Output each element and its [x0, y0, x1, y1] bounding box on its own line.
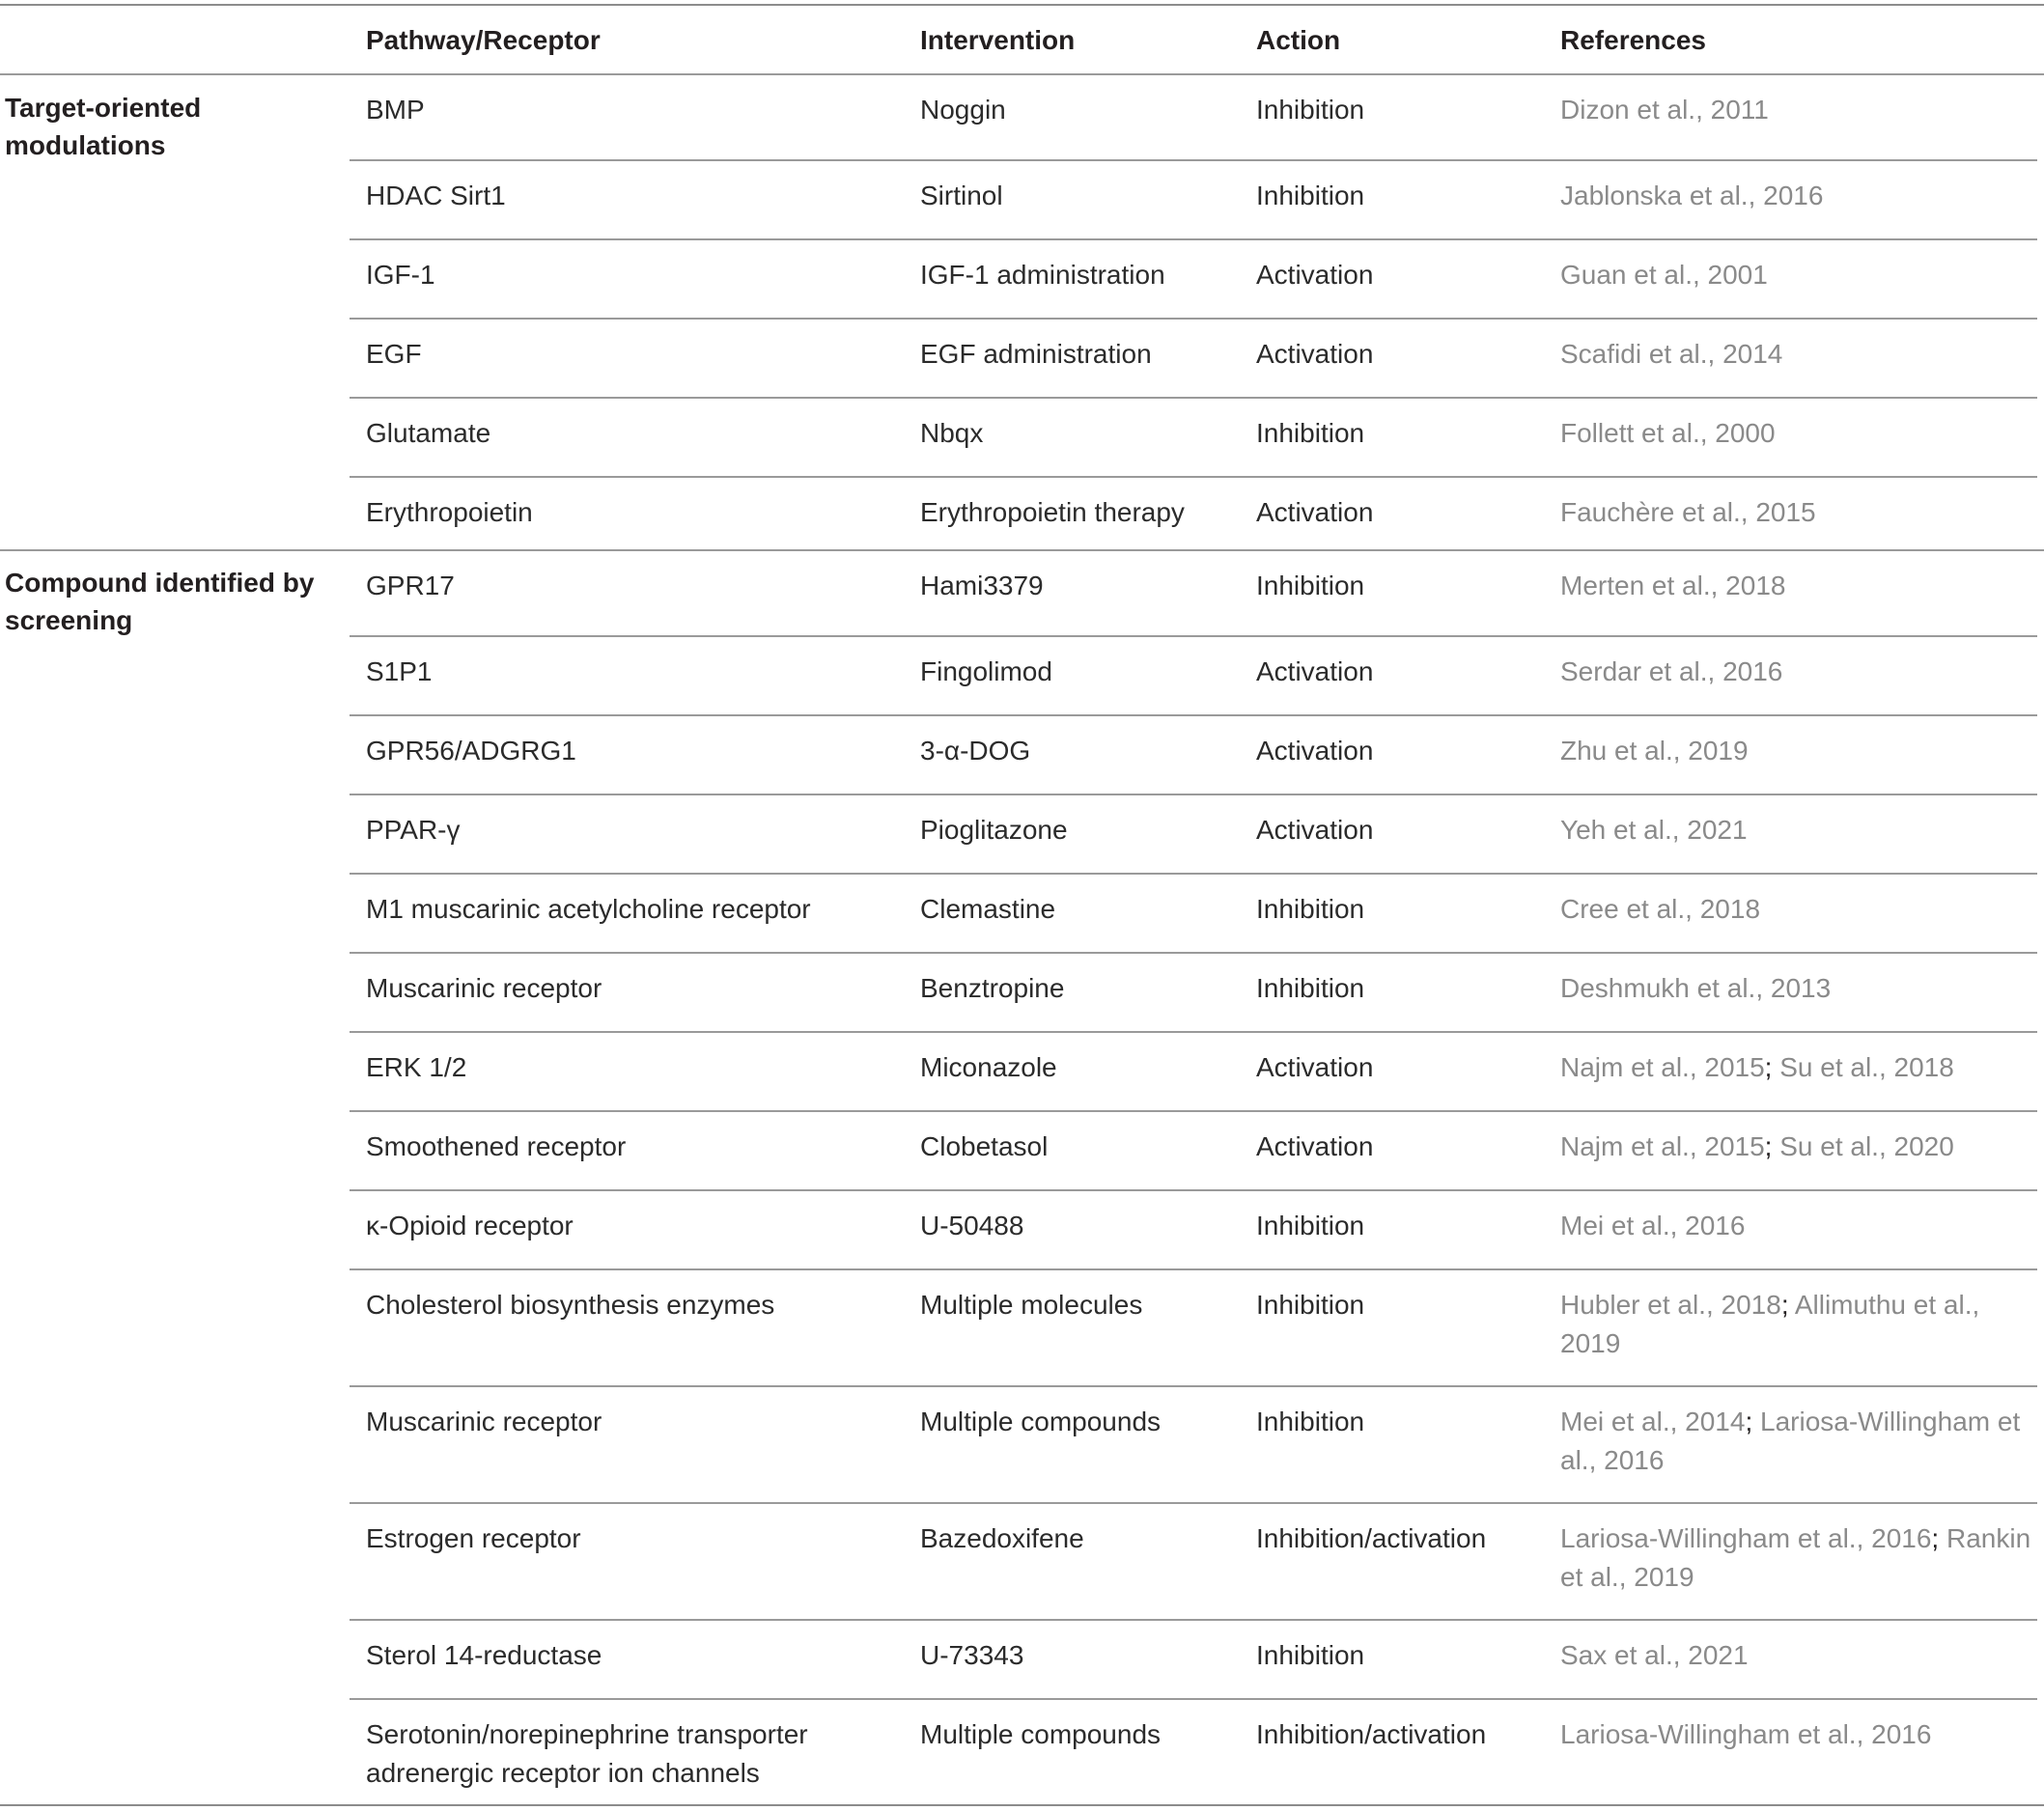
cell-pathway: Glutamate [366, 418, 491, 448]
table-row [350, 1033, 2037, 1112]
cell-pathway: κ-Opioid receptor [366, 1211, 574, 1240]
cell-intervention: Multiple molecules [920, 1290, 1143, 1320]
reference-link[interactable]: Merten et al., 2018 [1560, 571, 1786, 600]
cell-pathway: Smoothened receptor [366, 1131, 627, 1161]
table-row [350, 716, 2037, 795]
cell-action: Inhibition [1256, 1407, 1365, 1436]
cell-references [1560, 493, 2043, 532]
group-label: Compound identified by screening [5, 568, 315, 635]
cell-intervention: Erythropoietin therapy [920, 497, 1185, 527]
reference-link[interactable]: Najm et al., 2015 [1560, 1052, 1765, 1082]
cell-pathway: S1P1 [366, 656, 433, 686]
reference-link[interactable]: Deshmukh et al., 2013 [1560, 973, 1832, 1003]
cell-pathway: Serotonin/norepinephrine transporter adrenergic receptor ion channels [366, 1719, 808, 1788]
cell-pathway: Sterol 14-reductase [366, 1640, 602, 1670]
cell-intervention: Hami3379 [920, 571, 1044, 600]
reference-link[interactable]: Hubler et al., 2018 [1560, 1290, 1781, 1320]
group-label: Target-oriented modulations [5, 93, 202, 160]
table-row [350, 161, 2037, 240]
reference-link[interactable]: Lariosa-Willingham et al., 2016 [1560, 1523, 1932, 1553]
header-intervention: Intervention [920, 25, 1076, 55]
cell-references [1560, 1636, 2043, 1675]
cell-action: Inhibition [1256, 95, 1365, 125]
cell-intervention: 3-α-DOG [920, 736, 1031, 766]
table-row [350, 1621, 2037, 1700]
cell-action: Activation [1256, 339, 1374, 369]
cell-references [1560, 732, 2043, 770]
cell-action: Activation [1256, 1131, 1374, 1161]
reference-link[interactable]: Lariosa-Willingham et al., 2016 [1560, 1407, 2021, 1475]
cell-intervention: Nbqx [920, 418, 984, 448]
reference-link[interactable]: Lariosa-Willingham et al., 2016 [1560, 1719, 1932, 1749]
cell-action: Inhibition [1256, 894, 1365, 924]
cell-action: Inhibition [1256, 571, 1365, 600]
cell-intervention: Sirtinol [920, 181, 1003, 210]
cell-intervention: Noggin [920, 95, 1006, 125]
reference-link[interactable]: Follett et al., 2000 [1560, 418, 1776, 448]
reference-link[interactable]: Scafidi et al., 2014 [1560, 339, 1783, 369]
table-row [350, 1504, 2037, 1621]
cell-pathway: PPAR-γ [366, 815, 461, 845]
cell-intervention: Fingolimod [920, 656, 1052, 686]
cell-action: Inhibition [1256, 973, 1365, 1003]
cell-action: Activation [1256, 260, 1374, 290]
cell-pathway: Muscarinic receptor [366, 973, 602, 1003]
table-row [350, 1700, 2037, 1804]
reference-link[interactable]: Najm et al., 2015 [1560, 1131, 1765, 1161]
cell-references [1560, 1519, 2043, 1597]
cell-intervention: U-73343 [920, 1640, 1024, 1670]
cell-pathway: GPR17 [366, 571, 455, 600]
cell-action: Inhibition/activation [1256, 1719, 1487, 1749]
cell-action: Activation [1256, 497, 1374, 527]
reference-link[interactable]: Dizon et al., 2011 [1560, 95, 1769, 125]
cell-action: Inhibition/activation [1256, 1523, 1487, 1553]
table-row [350, 637, 2037, 716]
cell-pathway: IGF-1 [366, 260, 435, 290]
cell-pathway: HDAC Sirt1 [366, 181, 506, 210]
cell-intervention: Miconazole [920, 1052, 1057, 1082]
cell-pathway: Cholesterol biosynthesis enzymes [366, 1290, 775, 1320]
cell-references [1560, 1207, 2043, 1245]
reference-separator: ; [1764, 1052, 1780, 1082]
cell-action: Inhibition [1256, 1640, 1365, 1670]
reference-link[interactable]: Yeh et al., 2021 [1560, 815, 1748, 845]
reference-link[interactable]: Mei et al., 2016 [1560, 1211, 1746, 1240]
reference-link[interactable]: Rankin et al., 2019 [1560, 1523, 2031, 1592]
cell-pathway: EGF [366, 339, 422, 369]
reference-link[interactable]: Allimuthu et al., 2019 [1560, 1290, 1980, 1358]
cell-references [1560, 890, 2043, 929]
cell-references [1560, 811, 2043, 850]
table-row [350, 240, 2037, 320]
reference-link[interactable]: Cree et al., 2018 [1560, 894, 1761, 924]
cell-pathway: Estrogen receptor [366, 1523, 581, 1553]
table-row [350, 75, 2037, 161]
table-row [350, 320, 2037, 399]
cell-action: Inhibition [1256, 418, 1365, 448]
table-row [350, 1387, 2037, 1504]
cell-intervention: EGF administration [920, 339, 1152, 369]
cell-intervention: Clemastine [920, 894, 1056, 924]
cell-intervention: Pioglitazone [920, 815, 1068, 845]
table-row [350, 551, 2037, 637]
table-bottom-rule [0, 1804, 2044, 1806]
cell-references [1560, 1128, 2043, 1166]
cell-references [1560, 1403, 2043, 1480]
cell-references [1560, 969, 2043, 1008]
reference-link[interactable]: Mei et al., 2014 [1560, 1407, 1746, 1436]
table-row [350, 399, 2037, 478]
cell-action: Activation [1256, 656, 1374, 686]
cell-intervention: IGF-1 administration [920, 260, 1165, 290]
cell-pathway: ERK 1/2 [366, 1052, 467, 1082]
reference-link[interactable]: Guan et al., 2001 [1560, 260, 1768, 290]
cell-pathway: Muscarinic receptor [366, 1407, 602, 1436]
reference-link[interactable]: Su et al., 2020 [1779, 1131, 1954, 1161]
cell-pathway: Erythropoietin [366, 497, 533, 527]
table-row [350, 1112, 2037, 1191]
cell-action: Inhibition [1256, 1211, 1365, 1240]
cell-references [1560, 256, 2043, 294]
cell-intervention: Multiple compounds [920, 1407, 1162, 1436]
reference-link[interactable]: Serdar et al., 2016 [1560, 656, 1783, 686]
reference-separator: ; [1931, 1523, 1946, 1553]
cell-references [1560, 91, 2043, 129]
header-pathway: Pathway/Receptor [366, 25, 601, 55]
header-action: Action [1256, 25, 1341, 55]
cell-action: Activation [1256, 815, 1374, 845]
table-row [350, 1191, 2037, 1270]
reference-separator: ; [1764, 1131, 1780, 1161]
reference-separator: ; [1780, 1290, 1795, 1320]
cell-pathway: GPR56/ADGRG1 [366, 736, 576, 766]
reference-link[interactable]: Sax et al., 2021 [1560, 1640, 1749, 1670]
header-references: References [1560, 25, 1706, 55]
cell-intervention: Clobetasol [920, 1131, 1049, 1161]
reference-separator: ; [1745, 1407, 1761, 1436]
cell-intervention: Benztropine [920, 973, 1065, 1003]
reference-link[interactable]: Fauchère et al., 2015 [1560, 497, 1816, 527]
cell-references [1560, 653, 2043, 691]
cell-action: Activation [1256, 1052, 1374, 1082]
cell-references [1560, 177, 2043, 215]
cell-pathway: M1 muscarinic acetylcholine receptor [366, 894, 811, 924]
table-header-row [0, 6, 2044, 75]
cell-references [1560, 1715, 2043, 1754]
table-row [350, 478, 2037, 549]
table-row [350, 875, 2037, 954]
reference-link[interactable]: Jablonska et al., 2016 [1560, 181, 1824, 210]
cell-references [1560, 335, 2043, 374]
cell-action: Inhibition [1256, 181, 1365, 210]
cell-references [1560, 1048, 2043, 1087]
table-row [350, 1270, 2037, 1387]
table-row [350, 954, 2037, 1033]
reference-link[interactable]: Su et al., 2018 [1779, 1052, 1954, 1082]
cell-references [1560, 414, 2043, 453]
table-row [350, 795, 2037, 875]
cell-intervention: Multiple compounds [920, 1719, 1162, 1749]
cell-pathway: BMP [366, 95, 425, 125]
cell-references [1560, 1286, 2043, 1363]
reference-link[interactable]: Zhu et al., 2019 [1560, 736, 1749, 766]
cell-intervention: Bazedoxifene [920, 1523, 1084, 1553]
cell-action: Inhibition [1256, 1290, 1365, 1320]
cell-intervention: U-50488 [920, 1211, 1024, 1240]
cell-references [1560, 567, 2043, 605]
cell-action: Activation [1256, 736, 1374, 766]
